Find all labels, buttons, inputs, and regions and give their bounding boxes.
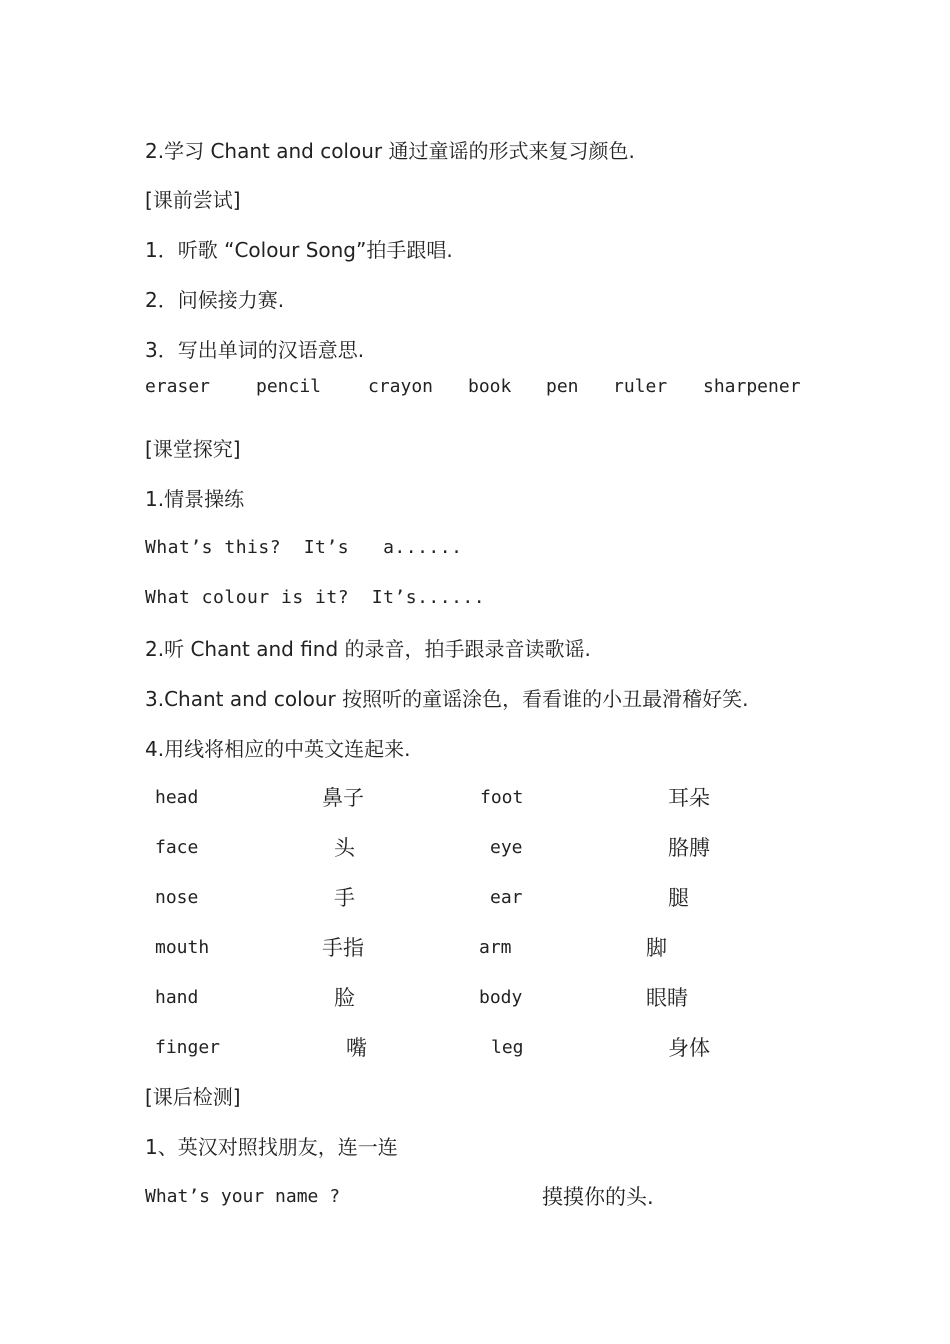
answer-chinese: 摸摸你的头. <box>542 1185 654 1209</box>
match-english-word: foot <box>480 787 524 808</box>
match-chinese-word: 腿 <box>668 886 689 910</box>
dialogue-line-what-colour: What colour is it? It’s...... <box>145 587 486 608</box>
task-chant-and-find: 2.听 Chant and find 的录音，拍手跟录音读歌谣. <box>145 637 591 661</box>
match-chinese-word: 身体 <box>668 1036 710 1060</box>
match-chinese-word: 脸 <box>334 986 355 1010</box>
match-english-word: arm <box>479 937 512 958</box>
match-chinese-word: 脚 <box>646 936 667 960</box>
task-match-lines: 4.用线将相应的中英文连起来. <box>145 737 411 761</box>
question-english: What’s your name ? <box>145 1186 341 1207</box>
match-english-word: finger <box>155 1037 221 1058</box>
match-english-word: ear <box>490 887 523 908</box>
task-greeting-relay: 2．问候接力赛. <box>145 288 285 312</box>
intro-line-2: 2.学习 Chant and colour 通过童谣的形式来复习颜色. <box>145 139 635 163</box>
match-english-word: head <box>155 787 199 808</box>
match-chinese-word: 眼睛 <box>646 986 688 1010</box>
vocab-word: crayon <box>368 376 434 397</box>
match-chinese-word: 手指 <box>322 936 364 960</box>
match-english-word: leg <box>491 1037 524 1058</box>
task-match-english-chinese: 1、英汉对照找朋友，连一连 <box>145 1135 398 1159</box>
vocab-word: sharpener <box>703 376 801 397</box>
match-chinese-word: 头 <box>334 836 355 860</box>
vocab-word: pen <box>546 376 579 397</box>
match-english-word: nose <box>155 887 199 908</box>
match-english-word: hand <box>155 987 199 1008</box>
match-chinese-word: 嘴 <box>346 1036 367 1060</box>
match-english-word: face <box>155 837 199 858</box>
section-heading-in-class: [课堂探究] <box>145 437 241 461</box>
task-chant-and-colour: 3.Chant and colour 按照听的童谣涂色，看看谁的小丑最滑稽好笑. <box>145 687 749 711</box>
match-english-word: eye <box>490 837 523 858</box>
task-write-meanings: 3．写出单词的汉语意思. <box>145 338 365 362</box>
vocab-word: pencil <box>256 376 322 397</box>
match-chinese-word: 胳膊 <box>668 836 710 860</box>
task-situational-drill: 1.情景操练 <box>145 487 245 511</box>
match-chinese-word: 耳朵 <box>668 786 710 810</box>
vocab-word: ruler <box>613 376 668 397</box>
match-chinese-word: 鼻子 <box>322 786 364 810</box>
dialogue-line-what-is-this: What’s this? It’s a...... <box>145 537 463 558</box>
match-english-word: body <box>479 987 523 1008</box>
vocab-word: eraser <box>145 376 211 397</box>
section-heading-after-class: [课后检测] <box>145 1085 241 1109</box>
section-heading-pre-class: [课前尝试] <box>145 188 241 212</box>
vocab-word: book <box>468 376 512 397</box>
task-listen-song: 1．听歌 “Colour Song”拍手跟唱. <box>145 238 453 262</box>
match-english-word: mouth <box>155 937 210 958</box>
match-chinese-word: 手 <box>334 886 355 910</box>
